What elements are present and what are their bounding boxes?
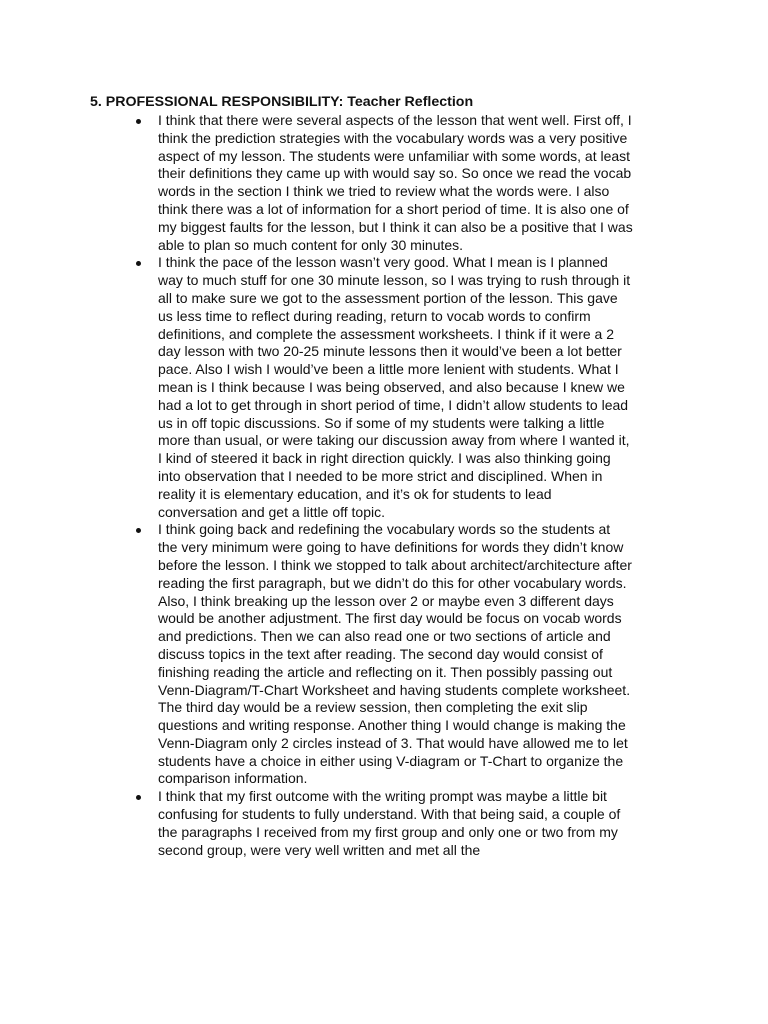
bullet-icon [136, 528, 141, 533]
bullet-text: I think the pace of the lesson wasn’t very good. What I mean is I planned way to much stuff for one 30 minute lesson, so I was trying to rush through it all to make sure we got to the assessment portion of the lesson. This gave us less time to reflect during reading, return to vocab words to confirm definitions, and complete the assessment worksheets. I think if it were a 2 day lesson with two 20-25 minute lessons then it would’ve been a lot better pace. Also I wish I would’ve been a little more lenient with students. What I mean is I think because I was being observed, and also because I knew we had a lot to get through in short period of time, I didn’t allow students to lead us in off topic discussions. So if some of my students were talking a little more than usual, or were taking our discussion away from where I wanted it, I kind of steered it back in right direction quickly. I was also thinking going into observation that I needed to be more strict and disciplined. When in reality it is elementary education, and it’s ok for students to lead conversation and get a little off topic. [158, 254, 631, 520]
bullet-icon [136, 261, 141, 266]
reflection-bullet-item [133, 788, 633, 859]
reflection-bullet-list [133, 112, 633, 859]
reflection-bullet-item [133, 254, 633, 521]
reflection-bullet-item [133, 521, 633, 788]
bullet-text: I think going back and redefining the vocabulary words so the students at the very minimum were going to have definitions for words they didn’t know before the lesson. I think we stopped to talk about architect/architecture after reading the first paragraph, but we didn’t do this for other vocabulary words. Also, I think breaking up the lesson over 2 or maybe even 3 different days would be another adjustment. The first day would be focus on vocab words and predictions. Then we can also read one or two sections of article and discuss topics in the text after reading. The second day would consist of finishing reading the article and reflecting on it. Then possibly passing out Venn-Diagram/T-Chart Worksheet and having students complete worksheet. The third day would be a review session, then completing the exit slip questions and writing response. Another thing I would change is making the Venn-Diagram only 2 circles instead of 3. That would have allowed me to let students have a choice in either using V-diagram or T-Chart to organize the comparison information. [158, 521, 632, 787]
bullet-text: I think that my first outcome with the writing prompt was maybe a little bit confusing for students to fully understand. With that being said, a couple of the paragraphs I received from my first group and only one or two from my second group, were very well written and met all the [158, 788, 621, 858]
bullet-icon [136, 795, 141, 800]
bullet-text: I think that there were several aspects of the lesson that went well. First off, I think the prediction strategies with the vocabulary words was a very positive aspect of my lesson. The students were unfamiliar with some words, at least their definitions they came up with would say so. So once we read the vocab words in the section I think we tried to review what the words were. I also think there was a lot of information for a short period of time. It is also one of my biggest faults for the lesson, but I think it can also be a positive that I was able to plan so much content for only 30 minutes. [158, 112, 633, 253]
section-heading: 5. PROFESSIONAL RESPONSIBILITY: Teacher Reflection [90, 94, 474, 110]
bullet-icon [136, 119, 141, 124]
reflection-bullet-item [133, 112, 633, 254]
